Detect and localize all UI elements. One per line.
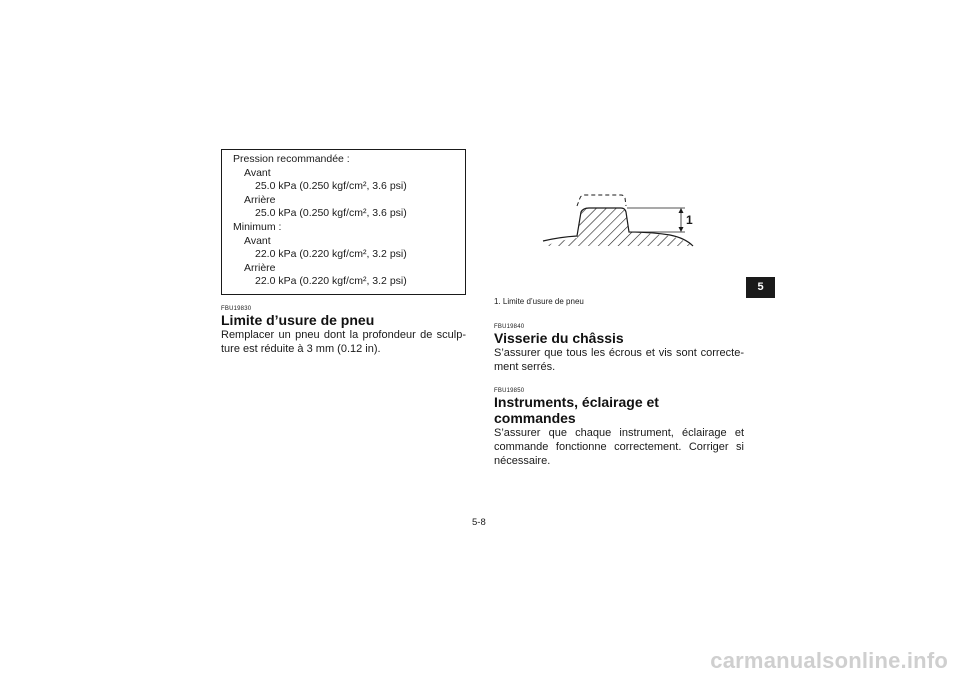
tire-wear-body: Remplacer un pneu dont la profondeur de sculp-ture est réduite à 3 mm (0.12 in). (221, 329, 466, 355)
arrow-down-icon (679, 227, 684, 232)
chassis-heading: Visserie du châssis (494, 330, 624, 346)
minimum-pressure-title: Minimum : (233, 220, 282, 233)
instruments-code: FBU19850 (494, 388, 525, 394)
section-tab: 5 (746, 277, 775, 298)
figure-caption: 1. Limite d’usure de pneu (494, 297, 584, 306)
page-number: 5-8 (472, 517, 486, 528)
arrow-up-icon (679, 208, 684, 213)
tire-wear-diagram (535, 190, 705, 268)
instruments-section (494, 388, 744, 468)
watermark: carmanualsonline.info (710, 648, 948, 673)
tire-wear-code: FBU19830 (221, 306, 252, 312)
figure-callout-number: 1 (686, 213, 693, 227)
recommended-rear-value: 25.0 kPa (0.250 kgf/cm², 3.6 psi) (255, 207, 407, 220)
tire-wear-heading: Limite d’usure de pneu (221, 312, 375, 328)
tire-wear-section (221, 306, 466, 356)
minimum-rear-value: 22.0 kPa (0.220 kgf/cm², 3.2 psi) (255, 275, 407, 288)
original-tread-outline (577, 195, 626, 206)
recommended-pressure-title: Pression recommandée : (233, 153, 350, 165)
chassis-body: S’assurer que tous les écrous et vis sont correcte-ment serrés. (494, 347, 744, 373)
instruments-heading: Instruments, éclairage et commandes (494, 394, 659, 426)
recommended-front-label: Avant (244, 166, 271, 179)
minimum-front-value: 22.0 kPa (0.220 kgf/cm², 3.2 psi) (255, 248, 407, 261)
minimum-rear-label: Arrière (244, 261, 276, 274)
instruments-body: S’assurer que chaque instrument, éclairage et commande fonctionne correctement. Corriger si nécessaire. (494, 427, 744, 467)
tread-block (543, 208, 693, 246)
tire-pressure-box (221, 149, 466, 295)
recommended-front-value: 25.0 kPa (0.250 kgf/cm², 3.6 psi) (255, 180, 407, 193)
minimum-front-label: Avant (244, 234, 271, 247)
chassis-code: FBU19840 (494, 324, 525, 330)
chassis-section (494, 324, 744, 374)
recommended-rear-label: Arrière (244, 193, 276, 206)
